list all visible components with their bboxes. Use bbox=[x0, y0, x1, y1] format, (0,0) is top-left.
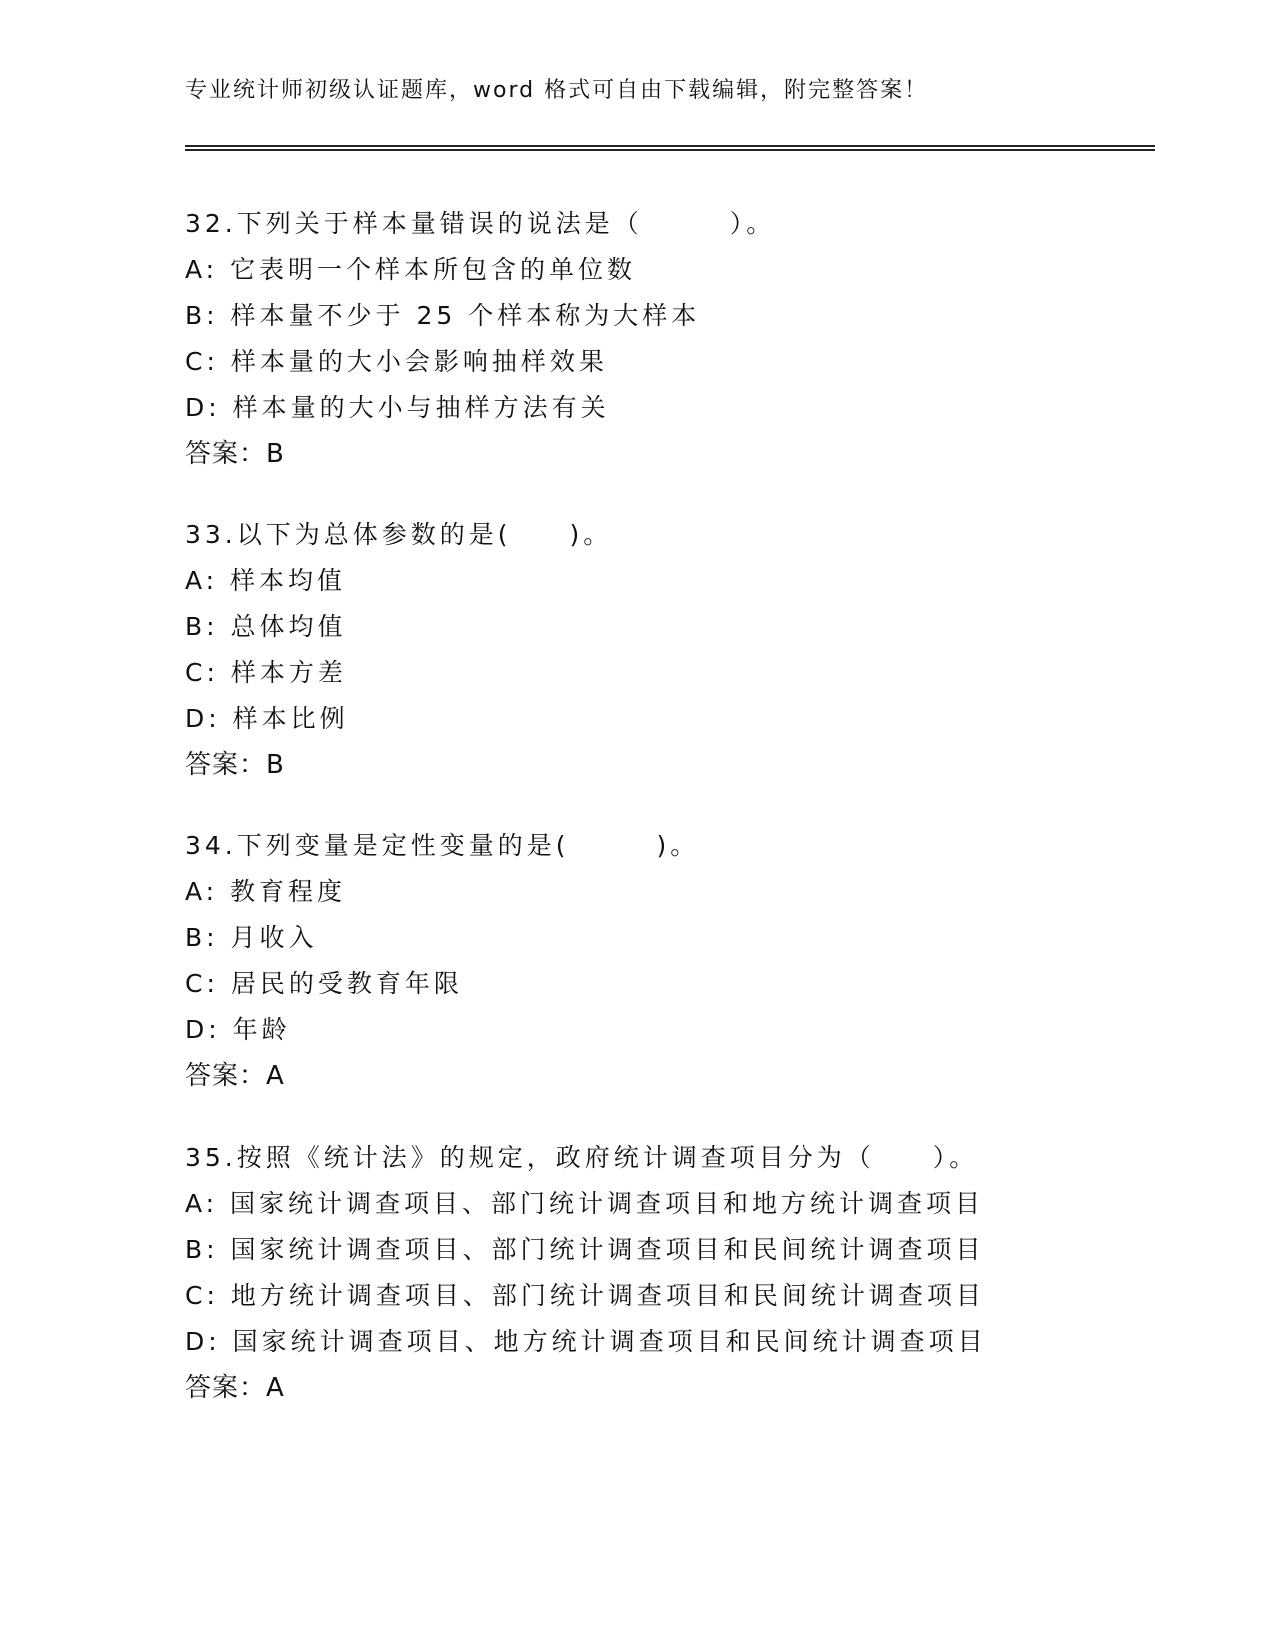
option-d: D: 国家统计调查项目、地方统计调查项目和民间统计调查项目 bbox=[185, 1327, 987, 1356]
answer: 答案：A bbox=[185, 1061, 285, 1091]
option-d: D: 年龄 bbox=[185, 1015, 291, 1044]
question-35 bbox=[185, 1135, 1165, 1411]
page-header: 专业统计师初级认证题库，word 格式可自由下载编辑，附完整答案！ bbox=[185, 78, 929, 103]
option-d: D: 样本比例 bbox=[185, 704, 349, 733]
option-a: A: 教育程度 bbox=[185, 877, 347, 906]
option-c: C: 样本量的大小会影响抽样效果 bbox=[185, 347, 608, 376]
option-c: C: 居民的受教育年限 bbox=[185, 969, 463, 998]
option-a: A: 国家统计调查项目、部门统计调查项目和地方统计调查项目 bbox=[185, 1189, 985, 1218]
question-stem: 34.下列变量是定性变量的是( )。 bbox=[185, 831, 700, 860]
option-a: A: 它表明一个样本所包含的单位数 bbox=[185, 255, 637, 284]
question-34 bbox=[185, 823, 1165, 1099]
question-stem: 32.下列关于样本量错误的说法是（ ）。 bbox=[185, 209, 776, 238]
option-c: C: 地方统计调查项目、部门统计调查项目和民间统计调查项目 bbox=[185, 1281, 985, 1310]
answer: 答案：B bbox=[185, 439, 285, 469]
question-stem: 35.按照《统计法》的规定，政府统计调查项目分为（ ）。 bbox=[185, 1143, 979, 1172]
header-divider bbox=[185, 145, 1155, 151]
option-b: B: 国家统计调查项目、部门统计调查项目和民间统计调查项目 bbox=[185, 1235, 985, 1264]
answer: 答案：B bbox=[185, 750, 285, 780]
option-b: B: 样本量不少于 25 个样本称为大样本 bbox=[185, 301, 701, 330]
question-32 bbox=[185, 201, 1165, 477]
option-a: A: 样本均值 bbox=[185, 566, 347, 595]
question-stem: 33.以下为总体参数的是( )。 bbox=[185, 520, 613, 549]
answer: 答案：A bbox=[185, 1373, 285, 1403]
option-b: B: 总体均值 bbox=[185, 612, 347, 641]
question-33 bbox=[185, 512, 1165, 788]
option-b: B: 月收入 bbox=[185, 923, 318, 952]
option-c: C: 样本方差 bbox=[185, 658, 347, 687]
option-d: D: 样本量的大小与抽样方法有关 bbox=[185, 393, 610, 422]
